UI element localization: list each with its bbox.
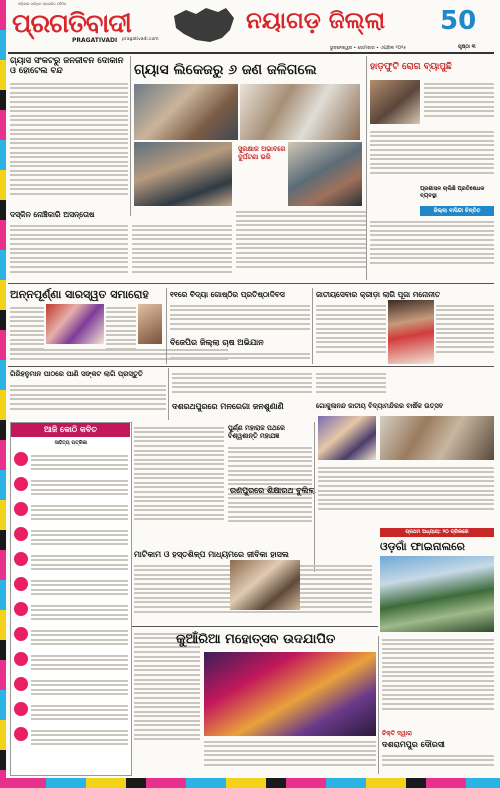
headline-lower-mid-3: ମାଟିକାମ ଓ ହସ୍ତଶିଳ୍ପ ମାଧ୍ୟମରେ ଜୀବିକା ହାସଲ (134, 550, 289, 559)
registration-strip-left (0, 0, 6, 788)
subhead-right-2: ଜିଲ୍ଲା ବାସିନ୍ଦା ଚିନ୍ତିତ (420, 206, 494, 216)
row2-left-photo-2 (138, 304, 162, 344)
boxed-item (14, 702, 128, 727)
caption-main: ସୁରକ୍ଷାର ଅଭାବରେ ଦୁର୍ଘଟଣା ଭରି (238, 145, 286, 161)
district-title: ନୟାଗଡ଼ ଜିଲ୍ଲା (246, 8, 386, 34)
main-photo-1 (134, 84, 238, 140)
logo-text: ପ୍ରଗତିବାଦୀ (12, 9, 131, 39)
body-right-3 (370, 218, 494, 280)
col-divider-5 (168, 368, 169, 420)
headline-mid-left: ଦସ୍କିନ ନୋଞ୍ଚିକାରି ଅସନ୍ତୋଷ (10, 210, 95, 219)
row2-left-photo (46, 304, 104, 344)
boxed-title: ଆଜି କୋଠି କବିତ (11, 423, 130, 437)
right-photo (370, 80, 420, 124)
body-bottom-right (382, 636, 494, 728)
boxed-item (14, 527, 128, 552)
lower-mid-photo (230, 560, 300, 610)
body-row2-right-2 (436, 302, 494, 364)
row-divider-1 (8, 283, 494, 284)
boxed-item (14, 727, 128, 752)
headline-row3-left: ଗିରିହନୁମାନ ପାଠରେ ପାଣି ସଙ୍କଟ ଲାଗି ପ୍ରସ୍ତୁତି (10, 370, 143, 378)
body-mid-left-2 (132, 222, 232, 280)
district-map-icon (166, 4, 238, 46)
headline-bottom: କୁଆଁରିଆ ମହୋତ୍ସବ ଉଦଯାପିତ (176, 632, 336, 647)
headline-sports: ଓଡ଼ଗାଁ ଫାଇନାଲରେ (380, 540, 465, 553)
body-row3-right-top (316, 370, 386, 400)
main-photo-4 (288, 142, 362, 206)
boxed-item (14, 627, 128, 652)
subhead-row2-mid: ବିଜେପିର ଜିଲ୍ଲା ଚାଷ ଅଭିଯାନ (170, 338, 264, 347)
col-divider-7 (378, 636, 379, 774)
headline-row2-left: ଅନ୍ନପୂର୍ଣ୍ଣା ସାରସ୍ୱତ ସମାରୋହ (10, 288, 149, 301)
col-divider-2 (366, 56, 367, 280)
boxed-item (14, 477, 128, 502)
body-right-1 (424, 80, 494, 126)
registration-strip-bottom (6, 778, 500, 788)
headline-lower-mid-2: ରଣପୁରରେ ଶିକ୍ଷାରଥ ବୁଲିଲା (230, 486, 316, 495)
body-lower-right (318, 464, 494, 520)
subhead-right-1: ପ୍ରଶାସନ ଚାଲିଛି ପ୍ରତିଷେଧକ ବ୍ୟବସ୍ଥା (420, 186, 485, 199)
body-bottom-right-2 (382, 752, 494, 774)
sports-photo (380, 556, 494, 632)
boxed-item (14, 677, 128, 702)
anniversary-badge (440, 6, 480, 38)
headline-lower-mid-1: ପୁର୍ଣ୍ଣ ମହାରାଜ ପଥରେ ବିଶ୍ୱଶାନ୍ତି ମହାଯଜ୍ଞ (228, 424, 285, 440)
row-divider-3 (132, 626, 378, 627)
sports-label: ପ୍ରଥମ ଅଧ୍ୟାୟ: ୨୦ ଡ୍ରିଲରେ (380, 528, 494, 537)
headline-top-left: ଗ୍ୟାସ ସଂକଟରୁ ଜନଜୀବନ ଦୋକାନ ଓ ହୋଟେଲ ବନ୍ଦ (10, 56, 124, 76)
boxed-item (14, 652, 128, 677)
lower-right-photo-2 (380, 416, 494, 460)
masthead-top-line: ଓଡ଼ିଶାର ସର୍ବାଧିକ ପ୍ରଚାରିତ ଦୈନିକ (18, 2, 67, 6)
body-lower-mid-left (134, 424, 224, 544)
headline-bottom-right: ଦଶରାମପୁର ଦୌରସୀ (382, 740, 445, 749)
boxed-item (14, 552, 128, 577)
bottom-right-tag: ଚିକ୍ତି ଦ୍ୱାରା (382, 730, 412, 737)
body-row2-mid-2 (170, 350, 310, 364)
dateline: ଭୁବନେଶ୍ୱର • ସୋମବାର • ଏପ୍ରିଲ ୨୦୨୫ (330, 46, 407, 51)
boxed-item (14, 502, 128, 527)
row2-right-photo (388, 300, 434, 364)
body-bottom-left (134, 630, 200, 770)
boxed-item (14, 602, 128, 627)
lower-right-photo-1 (318, 416, 376, 460)
boxed-subtitle: ସାହିତ୍ୟ ପତ୍ରିକା (54, 440, 88, 446)
boxed-items (14, 452, 128, 770)
page-number: ପୃଷ୍ଠା ୩ (458, 44, 476, 50)
headline-right: ହାଡ଼ଫୁଟି ରୋଗ ବ୍ୟାପୁଛି (370, 62, 452, 72)
masthead-rule (8, 52, 494, 54)
anniversary-number: 50 (440, 6, 477, 36)
headline-row2-right: ଜାତୀୟସେବାର କ୍ରୀଡ଼ା ଲାଗି ପୂଜା ମନୋନୀତ (316, 290, 441, 299)
headline-main: ଗ୍ୟାସ ଲିକେଜରୁ ୬ ଜଣ ଜଳିଗଲେ (134, 62, 317, 78)
headline-row3-right: ଗୋକୁଳାନନ୍ଦ ଜାତୀୟ ବିଦ୍ୟାମନ୍ଦିରର ବାର୍ଷିକ ଉତ୍ସବ (316, 402, 444, 410)
body-top-left (10, 80, 128, 206)
col-divider-1 (130, 56, 131, 216)
col-divider-3 (166, 288, 167, 364)
body-mid-left (10, 222, 128, 280)
main-photo-2 (240, 84, 360, 140)
headline-row2-mid: ୧୧ରେ ବିଦ୍ୟା ଗୋଷ୍ଠିର ପ୍ରତିଷ୍ଠାଦିବସ (170, 290, 285, 299)
body-row3-left (10, 382, 166, 418)
body-row3-mid-top (172, 370, 312, 400)
body-row2-mid (170, 302, 310, 336)
body-right-2 (370, 128, 494, 188)
logo-sub: PRAGATIVADI (72, 37, 118, 44)
main-photo-3 (134, 142, 232, 206)
body-bottom-mid (204, 738, 376, 774)
boxed-item (14, 452, 128, 477)
website: pragativadi.com (122, 37, 159, 42)
row-divider-2 (8, 366, 494, 367)
boxed-item (14, 577, 128, 602)
col-divider-4 (312, 288, 313, 364)
body-main-mid (236, 208, 366, 280)
headline-row3-mid: ଦଶରଥପୁରରେ ମନରେଗା ଜନଶୁଣାଣି (172, 402, 284, 411)
bottom-photo (204, 652, 376, 736)
body-row2-right (316, 302, 386, 364)
